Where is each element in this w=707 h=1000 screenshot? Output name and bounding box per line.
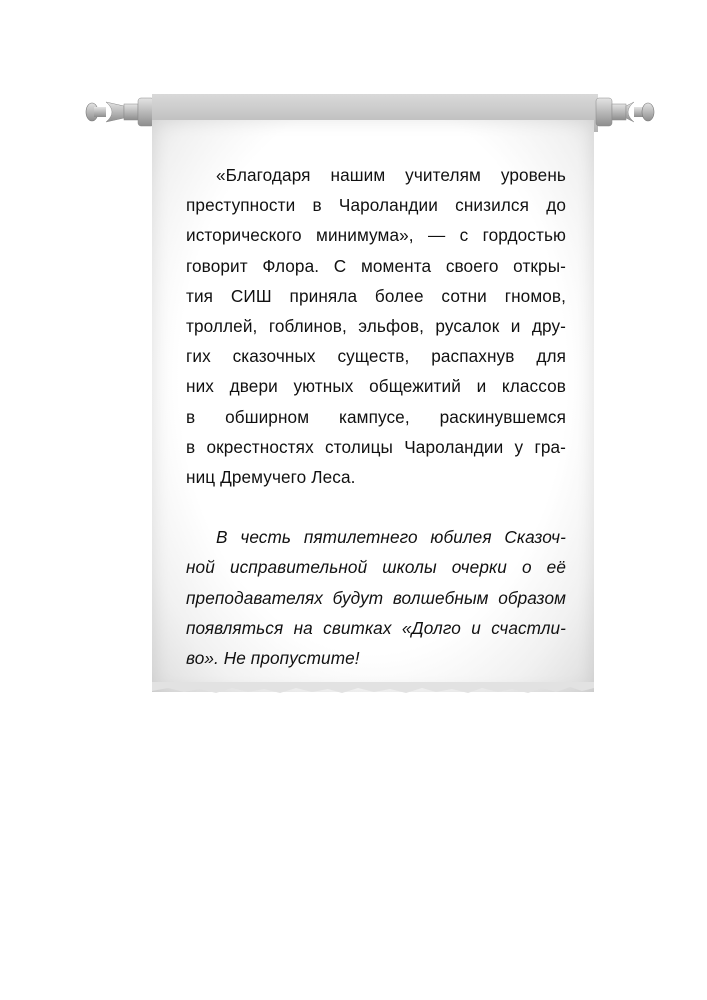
text-line: гих сказочных существ, распахнув для (186, 346, 566, 367)
text-line: в обширном кампусе, раскинувшемся (186, 406, 566, 427)
text-line: ниц Дремучего Леса. (186, 467, 356, 488)
paragraph-1 (186, 160, 566, 492)
text-line: в окрестностях столицы Чароландии у гра- (186, 436, 566, 457)
text-line: появляться на свитках «Долго и счастли- (186, 617, 566, 638)
text-line: исторического минимума», — с гордостью (186, 225, 566, 246)
text-line: во». Не пропустите! (186, 648, 360, 669)
paragraph-2 (186, 522, 566, 673)
scroll-bottom-edge (152, 682, 594, 696)
text-line: преподавателях будут волшебным образом (186, 587, 566, 608)
text-line: В честь пятилетнего юбилея Сказоч- (216, 527, 566, 548)
text-line: «Благодаря нашим учителям уровень (216, 165, 566, 185)
text-line: преступности в Чароландии снизился до (186, 195, 566, 216)
text-line: троллей, гоблинов, эльфов, русалок и дру- (186, 316, 566, 337)
text-line: них двери уютных общежитий и классов (186, 376, 566, 397)
text-line: ной исправительной школы очерки о её (186, 557, 566, 578)
text-line: тия СИШ приняла более сотни гномов, (186, 285, 566, 306)
left-knob-icon (86, 98, 154, 126)
right-knob-icon (596, 98, 654, 126)
scroll-text (186, 160, 566, 673)
text-line: говорит Флора. С момента своего откры- (186, 255, 566, 276)
